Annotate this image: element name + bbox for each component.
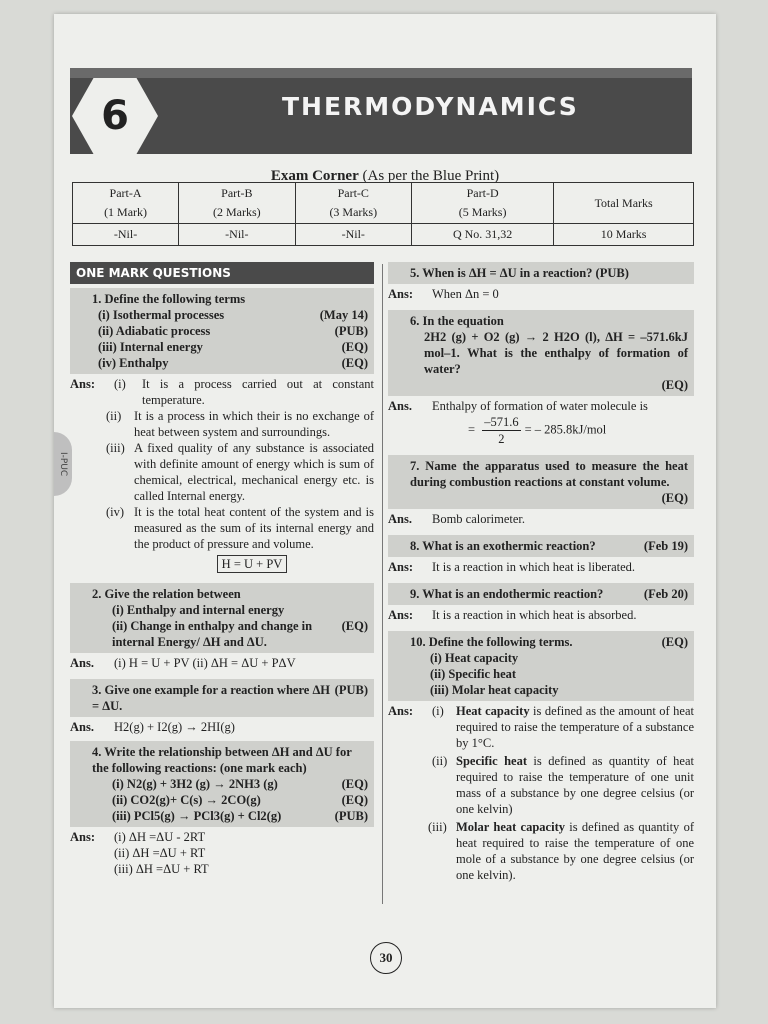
- question-7: 7. Name the apparatus used to measure the heat during combustion reactions at constant volume. (EQ): [388, 455, 694, 509]
- left-column: ONE MARK QUESTIONS 1. Define the following terms (i) Isothermal processes (May 14) (ii) Adiabatic process (PUB) (iii) Internal energy (EQ) (iv) Enthalpy (EQ) Ans: (i) It is a process carried out at constant temperature. (ii) It is a process in which their is no exchange of heat between system and surroundings. (iii) A fixed quality of any substance is associated with definite amount of energy which is sum of chemical, electrical, mechanical energy etc. is called Internal energy. (iv) It is the total heat content of the system and is measured as the sum of its internal energy and the product of pressure and volume. H = U + PV 2. Give the relation between (i) Enthalpy and internal energy (ii) Change in enthalpy and change in internal Energy/ ΔH and ΔU. (EQ) Ans. (i) H = U + PV (ii) ΔH = ΔU + PΔV 3. Give one example for a reaction where ΔH = ΔU. (PUB) Ans. H2(g) + I2(g) → 2HI(g) 4. Write the relationship between ΔH and ΔU for the following reactions: (one mark each) (i) N2(g) + 3H2 (g) → 2NH3 (g) (EQ) (ii) CO2(g)+ C(s) → 2CO(g) (EQ) (iii) PCl5(g) → PCl3(g) + Cl2(g) (PUB) Ans: (i) ΔH =ΔU - 2RT (ii) ΔH =ΔU + RT (iii) ΔH =ΔU + RT: [70, 262, 374, 877]
- enthalpy-fraction: = $\frac{-571.6}{2}$ = – 285.8kJ/mol: [468, 415, 607, 446]
- answer-9: Ans: It is a reaction in which heat is absorbed.: [388, 608, 637, 622]
- exam-corner-title: Exam Corner (As per the Blue Print): [270, 168, 500, 184]
- question-3: 3. Give one example for a reaction where ΔH = ΔU. (PUB): [70, 679, 374, 717]
- answer-6: Ans. Enthalpy of formation of water molecule is: [388, 399, 648, 413]
- formula-box: H = U + PV: [217, 555, 288, 573]
- right-column: 5. When is ΔH = ΔU in a reaction? (PUB) Ans: When Δn = 0 6. In the equation 2H2 (g) + O2 (g) → 2 H2O (l), ΔH = –571.6kJ mol–1. What is the enthalpy of formation of water? (EQ) Ans. Enthalpy of formation of water molecule is = $\frac{-571.6}{2}$ = – 285.8kJ/mol 7. Name the apparatus used to measure the heat during combustion reactions at constant volume. (EQ) Ans. Bomb calorimeter. 8. What is an exothermic reaction? (Feb 19) Ans: It is a reaction in which heat is liberated. 9. What is an endothermic reaction? (Feb 20) Ans: It is a reaction in which heat is absorbed. 10. Define the following terms. (EQ) (i) Heat capacity (ii) Specific heat (iii) Molar heat capacity Ans: (i) Heat capacity is defined as the amount of heat required to raise the temperature of a substance by 1°C. (ii) Specific heat is defined as quantity of heat required to raise the temperature of one unit mass of a substance by one degree celsius (or one kelvin) (iii) Molar heat capacity is defined as quantity of heat required to raise the temperature of one mole of a substance by one degree celsius (or one kelvin).: [388, 262, 694, 883]
- question-1: 1. Define the following terms (i) Isothermal processes (May 14) (ii) Adiabatic process (PUB) (iii) Internal energy (EQ) (iv) Enthalpy (EQ): [70, 288, 374, 374]
- answer-4: Ans: (i) ΔH =ΔU - 2RT: [70, 830, 206, 844]
- answer-8: Ans: It is a reaction in which heat is liberated.: [388, 560, 636, 574]
- side-tab: I-PUC: [54, 432, 72, 496]
- question-8: 8. What is an exothermic reaction? (Feb 19): [388, 535, 694, 557]
- answer-5: Ans: When Δn = 0: [388, 287, 499, 301]
- table-header: Part-D (5 Marks): [411, 183, 553, 224]
- table-header: Part-B (2 Marks): [179, 183, 295, 224]
- book-page: [54, 14, 716, 1008]
- answer-7: Ans. Bomb calorimeter.: [388, 512, 526, 526]
- table-header: Part-C (3 Marks): [295, 183, 411, 224]
- chapter-title: THERMODYNAMICS: [282, 92, 579, 121]
- question-5: 5. When is ΔH = ΔU in a reaction? (PUB): [388, 262, 694, 284]
- question-10: 10. Define the following terms. (EQ) (i) Heat capacity (ii) Specific heat (iii) Molar heat capacity: [388, 631, 694, 701]
- table-header: Total Marks: [554, 183, 694, 224]
- page-number: 30: [370, 942, 402, 974]
- column-divider: [382, 264, 383, 904]
- answer-10: Ans: (i) Heat capacity is defined as the amount of heat required to raise the temperature of a substance by 1°C.: [388, 704, 694, 750]
- question-9: 9. What is an endothermic reaction? (Feb 20): [388, 583, 694, 605]
- chapter-number: 6: [101, 93, 129, 139]
- section-heading: ONE MARK QUESTIONS: [70, 262, 374, 284]
- answer-1: Ans: (i) It is a process carried out at constant temperature.: [70, 377, 374, 407]
- question-4: 4. Write the relationship between ΔH and ΔU for the following reactions: (one mark each) (i) N2(g) + 3H2 (g) → 2NH3 (g) (EQ) (ii) CO2(g)+ C(s) → 2CO(g) (EQ) (iii) PCl5(g) → PCl3(g) + Cl2(g) (PUB): [70, 741, 374, 827]
- question-2: 2. Give the relation between (i) Enthalpy and internal energy (ii) Change in enthalpy and change in internal Energy/ ΔH and ΔU. (EQ): [70, 583, 374, 653]
- table-row: -Nil- -Nil- -Nil- Q No. 31,32 10 Marks: [73, 224, 694, 246]
- table-header: Part-A (1 Mark): [73, 183, 179, 224]
- answer-3: Ans. H2(g) + I2(g) → 2HI(g): [70, 720, 235, 734]
- question-6: 6. In the equation 2H2 (g) + O2 (g) → 2 H2O (l), ΔH = –571.6kJ mol–1. What is the enthalpy of formation of water? (EQ): [388, 310, 694, 396]
- exam-corner-table: [72, 182, 694, 246]
- answer-2: Ans. (i) H = U + PV (ii) ΔH = ΔU + PΔV: [70, 656, 296, 670]
